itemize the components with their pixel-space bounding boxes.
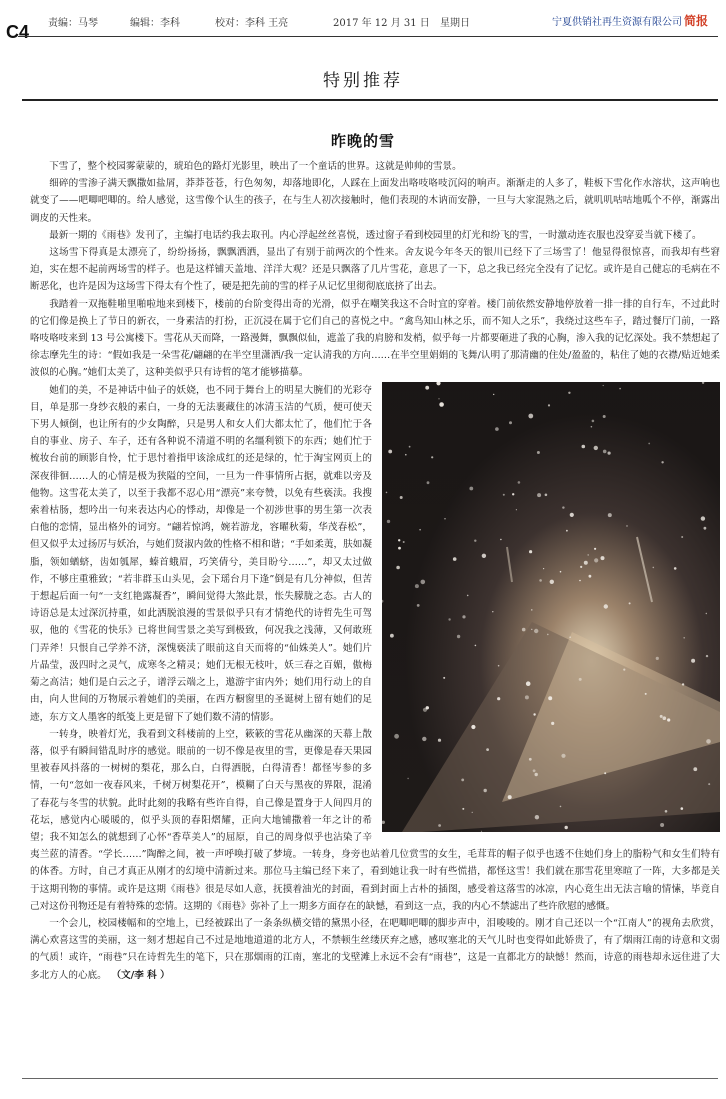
paragraph-8 <box>30 915 720 984</box>
snowflake <box>390 633 394 637</box>
snowflake <box>526 681 531 686</box>
snowflake <box>531 609 532 610</box>
snowflake <box>409 445 411 447</box>
responsible-editor: 责编：马琴 <box>48 18 98 29</box>
snowflake <box>545 493 548 496</box>
snowflake <box>426 706 429 709</box>
snowflake <box>427 481 430 484</box>
snowflake <box>398 546 401 549</box>
snowflake <box>681 536 683 538</box>
snowflake <box>547 633 549 635</box>
snowflake <box>508 795 512 799</box>
snowflake <box>682 683 684 685</box>
snow-night-photo <box>382 382 720 832</box>
paragraph-1: 下雪了，整个校园雾蒙蒙的，琥珀色的路灯光影里，映出了一个童话的世界。这就是帅帅的雪景。 <box>49 161 462 172</box>
snowflake <box>706 612 707 613</box>
snowflake <box>500 538 501 539</box>
snowflake <box>570 512 574 516</box>
snowflake <box>603 415 606 418</box>
publication-name <box>552 12 708 29</box>
snowflake <box>539 579 542 582</box>
snowflake <box>472 811 473 812</box>
snowflake <box>663 716 667 720</box>
snowflake <box>533 769 536 772</box>
snowflake <box>453 557 457 561</box>
snowflake <box>548 404 550 406</box>
snowflake <box>604 604 608 608</box>
snowflake <box>493 393 494 394</box>
snowflake <box>474 539 476 541</box>
snowflake <box>481 830 482 831</box>
snowflake <box>475 644 477 646</box>
snowflake <box>568 391 570 393</box>
snowflake <box>387 519 390 522</box>
snowflake <box>443 677 445 679</box>
snowflake <box>535 815 539 819</box>
snowflake <box>603 385 604 386</box>
snowflake <box>471 725 475 729</box>
snowflake <box>645 693 647 695</box>
brand-name: 简报 <box>683 14 708 28</box>
snowflake <box>704 526 707 529</box>
snowflake <box>431 456 433 458</box>
snowflake <box>693 767 697 771</box>
snowflake <box>653 566 655 568</box>
snowflake <box>565 825 568 828</box>
column-title: 特别推荐 <box>323 71 403 90</box>
snowflake <box>417 604 420 607</box>
snowflake <box>438 738 441 741</box>
snowflake <box>462 808 464 810</box>
snowflake <box>543 568 544 569</box>
snowflake <box>661 461 663 463</box>
snowflake <box>589 574 592 577</box>
snowflake <box>512 493 514 495</box>
snowflake <box>584 560 588 564</box>
snowflake <box>656 656 659 659</box>
snowflake <box>448 618 450 620</box>
snowflake <box>579 579 581 581</box>
snowflake <box>601 556 605 560</box>
snowflake <box>548 696 552 700</box>
snowflake <box>535 772 538 775</box>
snowflake <box>484 788 487 791</box>
snowflake <box>444 518 445 519</box>
snowflake <box>438 398 439 399</box>
article-title: 昨晚的雪 <box>330 132 395 150</box>
snowflake <box>422 736 426 740</box>
paragraph-5: 我踏着一双拖鞋啪里啪啦地来到楼下，楼前的台阶变得出奇的光滑，似乎在嘲笑我这不合时宜的穿着。楼门前依然安静地停放着一排一排的自行车，不过此时的它们像是换上了节日的新衣，一身素洁的打扮，正沉浸在属于它们自己的喜悦之中。“禽鸟知山林之乐，而不知人之乐”，我绕过这些车子，踏过餐厅门前，一路咯吱咯吱来到 13 号公寓楼下。雪花从天而降，一路漫舞，飘飘似仙，遮盖了我的肩膀和发梢，似乎每一片都要砸进了我的心胸，渗入我的记忆深处。我不禁想起了徐志摩先生的诗：“假如我是一朵雪花/翩翩的在半空里潇洒/我一定认清我的方向……在半空里娟娟的飞舞/认明了那清幽的住处/盈盈的，粘住了她的衣襟/贴近她柔波似的心胸。”她们太美了，这种美似乎只有诗哲的笔才能够描摹。 <box>30 298 720 379</box>
snowflake <box>531 628 532 629</box>
snowflake <box>674 567 677 570</box>
snowflake <box>396 565 400 569</box>
snowflake <box>400 496 403 499</box>
snowflake <box>619 387 621 389</box>
snowflake <box>386 491 388 493</box>
snowflake <box>462 615 465 618</box>
snowflake <box>594 558 598 562</box>
snowflake <box>701 516 705 520</box>
snowflake <box>533 713 535 715</box>
snowflake <box>503 493 505 495</box>
snowflake <box>580 565 582 567</box>
snowflake <box>537 451 540 454</box>
snowflake <box>560 571 562 573</box>
snowflake <box>660 823 664 827</box>
snowflake <box>579 678 582 681</box>
author-byline: （文/李 科 ） <box>116 969 170 981</box>
snowflake <box>706 655 708 657</box>
snowflake <box>405 454 407 456</box>
publisher: 宁夏供销社再生资源有限公司 <box>551 17 682 28</box>
snowflake <box>604 772 606 774</box>
snowflake <box>551 721 554 724</box>
snowflake <box>467 594 469 596</box>
column-rule <box>22 99 718 101</box>
snowflake <box>587 554 589 556</box>
snowflake <box>415 584 419 588</box>
snowflake <box>648 442 650 444</box>
snowflake <box>469 486 473 490</box>
header-rule <box>18 36 718 37</box>
snowflake <box>592 419 595 422</box>
paragraph-2: 细碎的雪渗子满天飘撒如盐屑，莽莽苍苍，行色匆匆，却落地即化，人踩在上面发出咯吱咯吱沉闷的响声。渐渐走的人多了，鞋板下雪化作水溶状，这声响也就变了——吧唧吧唧的。给人感觉，这雪像个认生的孩子，在与生人初次接触时，他们表现的木讷而安静，一旦与大家混熟之后，就叽叽咕咕地呱个不停，渐露出调皮的天性来。 <box>30 178 720 224</box>
snowflake <box>407 777 408 778</box>
snowflake <box>569 636 571 638</box>
snowflake <box>691 658 695 662</box>
snowflake <box>529 758 532 761</box>
snowflake <box>498 665 500 667</box>
paragraph-3: 最新一期的《雨巷》发刊了，主编打电话约我去取刊。内心浮起丝丝喜悦，透过窗子看到校园里的灯光和纷飞的雪，一时激动连衣服也没穿妥当就下楼了。 <box>49 229 702 241</box>
snowflake <box>594 445 598 449</box>
snowflake <box>388 449 392 453</box>
snowflake <box>562 506 564 508</box>
issue-date: 2017 年 12 月 31 日 <box>333 18 430 29</box>
snowflake <box>482 553 486 557</box>
snowflake <box>518 481 521 484</box>
paragraph-7: 一转身，映着灯光，我看到文科楼前的上空，簌簌的雪花从幽深的天幕上散落，似乎有瞬间错乱时序的感觉。眼前的一切不像是夜里的雪，更像是春天果园里被春风抖落的一树树的梨花，那么白，白得洒脱，白得清香！都怪岑参的多情，一句“忽如一夜春风来，千树万树梨花开”，模糊了白天与黑夜的界限，混淆了春花与冬雪的状貌。此时此刻的我略有些许自得，自己像是置身于人间四月的花坛，感觉内心暖暖的，似乎头顶的春阳熠耀，正向大地铺撒着一年之计的希望；我不知怎么的就想到了心怀“香草美人”的屈原，自己的周身似乎也沾染了辛夷兰茝的清香。“学长……”陶醉之间，被一声呼唤打破了梦境。一转身，身旁也站着几位赏雪的女生，毛茸茸的帽子似乎也透不住她们身上的脂粉气和女生们特有的体香。方时，自己才真正从刚才的幻境中清新过来。那位马主编已经下来了，看到她让我一时有些慌措，都怪这雪！我们就在那雪花里寒暄了一阵，大多都是关于这期刊物的事情。或许是这期《雨巷》很是尽如人意，抚摸着油光的封面，看到封面上古朴的插图，感受着这落雪的冰凉，内心竟生出无法言喻的情愫，毕竟自己对这份刊物还是有着特殊的恋情。这期的《雨巷》弥补了上一期多方面存在的缺憾，看到这一点，我的内心不禁滤出了些许欣慰的感慨。 <box>30 728 720 912</box>
snowflake <box>560 805 562 807</box>
snowflake <box>591 426 593 428</box>
snowflake <box>608 513 612 517</box>
snowflake <box>461 778 464 781</box>
snowflake <box>681 807 684 810</box>
snowflake <box>516 509 517 510</box>
snowflake <box>522 627 526 631</box>
paragraph-6: 她们的美，不是神话中仙子的妖娆，也不同于舞台上的明星大腕们的光彩夺目，单是那一身纱衣般的素白，一身的无法裹藏住的冰清玉洁的气质，便可使天下男人倾倒，也让所有的少女陶醉，只是男人和女人们大都太忙了，他们忙于各自的事业、房子、车子，还有各种说不清道不明的名缰利锁下的东西；她们忙于梳妆台前的顾影自怜，忙于思忖着指甲该涂成红的还是绿的，忙于淘宝网页上的深夜徘徊……人的心情是极为狭隘的空间，一旦为一件事情所占据，就难以旁及他物。这雪花太美了，以至于我都不忍心用“漂亮”来夸赞，以免有些亵渎。我搜索着枯肠，想吟出一句来表达内心的悸动，却像是一个初涉世事的男生第一次表白他的恋情，显出格外的词穷。“翩若惊鸿，婉若游龙，容曜秋菊，华茂春松”，但又似乎太过扬厉与妖冶，与她们贤淑内敛的性格不相和谐；“手如柔荑，肤如凝脂，领如蝤蛴，齿如瓠犀，螓首蛾眉，巧笑倩兮，美目盼兮……”，却又太过做作，不够庄重雅致；“若非群玉山头见，会下瑶台月下逢”倒是有几分神似，但苦于想起后面一句“一支红艳露凝香”，瞬间觉得大煞此景，怅失朦胧之态。古人的诗语总是太过深沉持重，如此洒脱浪漫的雪景似乎只有才情绝代的诗哲先生可驾驭，他的《雪花的快乐》已将世间雪景之美写到极致，何况我之浅薄，又何敢班门弄斧！只恨自己学养不济，深愧亵渎了眼前这自天而将的“仙姝美人”。她们片片晶莹，汲四时之灵气，成寒冬之精灵；她们无根无枝叶，妖三春之百媚，傲梅菊之高洁；她们是白云之子，谱浮云端之上，遨游宇宙内外；她们用行动上的自由，向人世间的万物展示着她们的美丽，在西方橱窗里的圣诞树上留有她们的足迹，东方文人墨客的纸笺上更是留下了她们数不清的情影。 <box>30 384 372 723</box>
snowflake <box>438 824 441 827</box>
snowflake <box>425 385 429 389</box>
snowflake <box>561 753 565 757</box>
paragraph-8-text: 一个会儿，校园楼幅和的空地上，已经被踩出了一条条纵横交错的黛黑小径，在吧唧吧唧的脚步声中，泪唆唆的。刚才自己还以一个“江南人”的视角去欣赏，满心欢喜这雪的美丽，这一刻才想起自己不过是地地道道的北方人，不禁顿生丝缕厌弃之感，感叹塞北的天气儿时也变得如此娇贵了，有了烟雨江南的诗意和文弱的气质！或许，“雨巷”只在诗哲先生的笔下，只在那烟雨的江南，塞北的戈壁滩上永远不会有“雨巷”，这是一直都北方的缺憾！然而，诗意的雨巷却永远住进了大多北方人的心底。 <box>30 917 720 981</box>
snowflake <box>550 579 554 583</box>
snowflake <box>398 539 400 541</box>
snowflake <box>528 413 533 418</box>
proofreaders: 校对：李科 王亮 <box>215 18 289 29</box>
snowflake <box>665 810 668 813</box>
snowflake <box>495 427 499 431</box>
snowflake <box>623 668 625 670</box>
page-header <box>0 0 726 44</box>
snowflake <box>439 402 444 407</box>
snowflake <box>525 695 529 699</box>
snowflake <box>683 637 685 639</box>
snowflake <box>566 529 568 531</box>
snowflake <box>626 525 627 526</box>
editor: 编辑：李科 <box>130 18 180 29</box>
snowflake <box>706 739 711 744</box>
snowflake <box>582 444 586 448</box>
snowflake <box>394 734 399 739</box>
snowflake <box>629 602 631 604</box>
snowflake <box>419 529 421 531</box>
snowflake <box>534 628 538 632</box>
snowflake <box>608 451 611 454</box>
snowflake <box>660 715 663 718</box>
snowflake <box>486 748 489 751</box>
snowflake <box>421 579 426 584</box>
snowflake <box>667 718 670 721</box>
snowflake <box>509 421 512 424</box>
footer-rule <box>22 1078 718 1079</box>
snowflake <box>492 611 493 612</box>
page-label: C4 <box>6 22 30 42</box>
snowflake <box>457 634 460 637</box>
paragraph-4: 这场雪下得真是太漂亮了，纷纷扬扬，飘飘洒洒，显出了有别于前两次的个性来。舍友说今年冬天的银川已经下了三场雪了！他显得很惊喜，而我却有些窘迫，实在想不起前两场雪的样子。也是这样铺天盖地、洋洋大观？还是只飘落了几片雪花，意思了一下，总之我已经完全没有了记忆。或许是自己健忘的毛病在不断恶化，也许是因为这场雪下得太有个性了，硬是把先前的雪的样子从记忆里彻彻底底挤了出去。 <box>30 247 720 293</box>
snowflake <box>403 541 405 543</box>
snowflake <box>708 783 710 785</box>
snowflake <box>603 449 607 453</box>
snowflake <box>529 550 532 553</box>
snowflake <box>497 697 500 700</box>
article-body <box>30 158 720 984</box>
weekday: 星期日 <box>440 18 470 29</box>
snowflake <box>537 493 541 497</box>
snowflake <box>594 547 596 549</box>
